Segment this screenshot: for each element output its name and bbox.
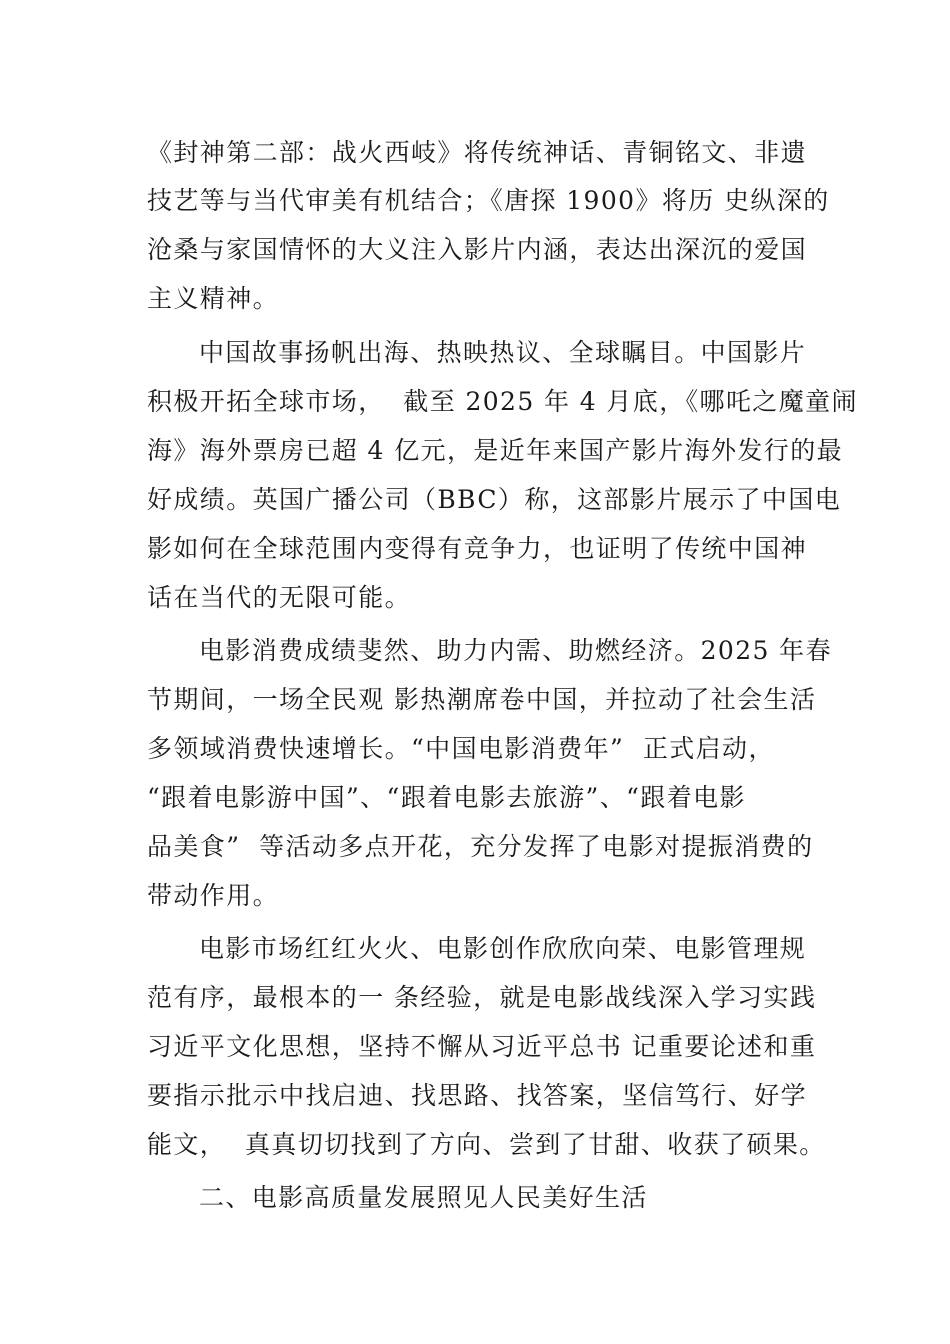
text-line: 电影消费成绩斐然、助力内需、助燃经济。2025 年春: [199, 636, 832, 665]
text-line: 好成绩。英国广播公司（BBC）称，这部影片展示了中国电: [147, 485, 842, 514]
text-line: 中国故事扬帆出海、热映热议、全球瞩目。中国影片: [199, 338, 807, 367]
text-line: 海》海外票房已超 4 亿元，是近年来国产影片海外发行的最: [147, 436, 844, 465]
text-line: 能文， 真真切切找到了方向、尝到了甘甜、收获了硕果。: [147, 1130, 826, 1159]
text-line: “跟着电影游中国”、“跟着电影去旅游”、“跟着电影: [147, 783, 746, 812]
text-line: 话在当代的无限可能。: [147, 583, 412, 612]
text-line: 习近平文化思想，坚持不懈从习近平总书 记重要论述和重: [147, 1032, 817, 1061]
heading-line: 二、电影高质量发展照见人民美好生活: [199, 1183, 648, 1212]
text-line: 影如何在全球范围内变得有竞争力，也证明了传统中国神: [147, 534, 808, 563]
text-line: 主义精神。: [147, 284, 280, 313]
text-line: 沧桑与家国情怀的大义注入影片内涵，表达出深沉的爱国: [147, 235, 808, 264]
text-line: 带动作用。: [147, 881, 280, 910]
text-line: 多领域消费快速增长。“中国电影消费年” 正式启动，: [147, 734, 775, 763]
text-line: 电影市场红红火火、电影创作欣欣向荣、电影管理规: [199, 934, 807, 963]
text-line: 技艺等与当代审美有机结合；《唐探 1900》将历 史纵深的: [147, 186, 830, 215]
text-line: 积极开拓全球市场， 截至 2025 年 4 月底，《哪吒之魔童闹: [147, 387, 858, 416]
text-line: 《封神第二部：战火西岐》将传统神话、青铜铭文、非遗: [147, 138, 808, 167]
text-line: 节期间，一场全民观 影热潮席卷中国，并拉动了社会生活: [147, 685, 817, 714]
text-line: 范有序，最根本的一 条经验，就是电影战线深入学习实践: [147, 983, 817, 1012]
text-line: 品美食” 等活动多点开花，充分发挥了电影对提振消费的: [147, 832, 814, 861]
text-line: 要指示批示中找启迪、找思路、找答案，坚信笃行、好学: [147, 1081, 808, 1110]
